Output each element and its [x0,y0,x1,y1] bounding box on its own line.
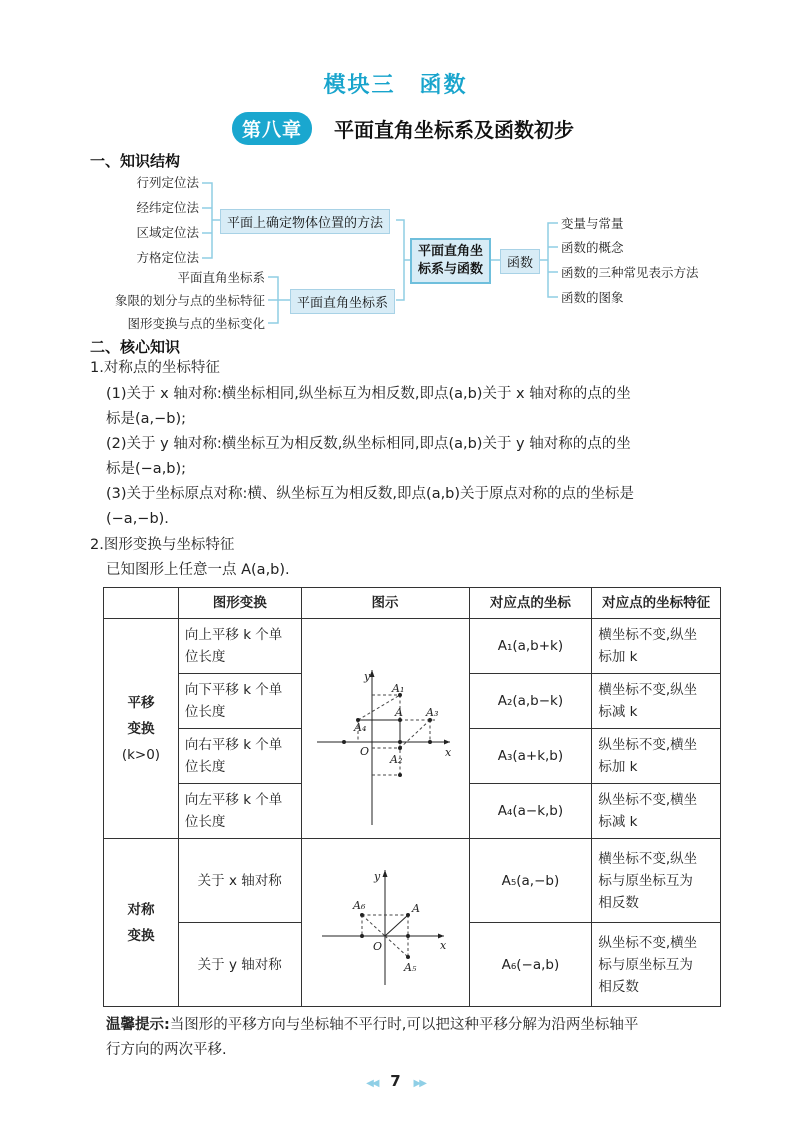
cell-line: 向下平移 k 个单 [184,682,283,698]
cell-line: 标加 k [598,759,638,775]
mindmap-item: 变量与常量 [561,216,624,231]
tip-line1 [106,1013,638,1038]
feature-cell [592,923,721,1007]
group-label-line: (k>0) [121,746,161,763]
label-a4: A₄ [353,720,366,734]
figure-symmetry-cell [301,839,469,1007]
point-a [406,913,410,917]
cell-line: 横坐标不变,纵坐 [598,850,698,867]
text-line: (3)关于坐标原点对称:横、纵坐标互为相反数,即点(a,b)关于原点对称的点的坐标是 [106,486,635,502]
cell-line: 向上平移 k 个单 [184,627,283,643]
mindmap-func-box: 函数 [500,249,540,274]
cell-line: 标与原坐标互为 [598,872,693,889]
table-header: 对应点的坐标特征 [592,588,721,619]
tip-label: 温馨提示: [106,1017,170,1033]
mindmap-box-coordinate-system: 平面直角坐标系 [290,289,395,314]
y-arrow [382,870,387,877]
text-line: 已知图形上任意一点 A(a,b). [106,562,290,578]
cell-line: 标减 k [598,704,638,720]
point-e [428,740,432,744]
group-label-line: 变换 [127,720,155,737]
table-header: 对应点的坐标 [469,588,592,619]
feature-cell [592,619,721,674]
mindmap-item: 图形变换与点的坐标变化 [127,316,265,331]
coord-cell: A₅(a,−b) [469,839,592,923]
point-a6 [360,913,364,917]
label-y: y [373,869,380,883]
cell-line: 向右平移 k 个单 [184,737,283,753]
group-label-line: 对称 [127,901,155,918]
table-header-row [104,588,721,619]
group-label-translation [104,619,179,839]
label-a5: A₅ [403,960,416,974]
cell-line: 位长度 [184,649,226,665]
mindmap-item: 区域定位法 [136,225,199,240]
center-box-line2: 标系与函数 [418,262,484,277]
feature-cell [592,784,721,839]
transform-cell: 关于 x 轴对称 [178,839,301,923]
figure-translation-cell [301,619,469,839]
feature-cell [592,839,721,923]
feature-cell [592,729,721,784]
label-o: O [359,744,369,758]
module-title: 模块三 函数 [323,73,468,98]
text-line: (1)关于 x 轴对称:横坐标相同,纵坐标互为相反数,即点(a,b)关于 x 轴对称的点的坐 [106,386,631,402]
coord-cell: A₂(a,b−k) [469,674,592,729]
label-x: x [444,745,451,759]
label-a6: A₆ [352,898,365,912]
cell-line: 相反数 [598,978,639,995]
table-header: 图示 [301,588,469,619]
coord-cell: A₃(a+k,b) [469,729,592,784]
group-label-line: 平移 [127,694,155,711]
group-label-line: 变换 [127,927,155,944]
label-a1: A₁ [391,681,404,695]
cell-line: 位长度 [184,704,226,720]
symmetry-figure [302,840,468,1006]
mindmap-item: 行列定位法 [136,175,199,190]
cell-line: 纵坐标不变,横坐 [598,737,698,753]
table-row [104,619,721,674]
table-row [104,839,721,923]
coord-cell: A₄(a−k,b) [469,784,592,839]
page-next-icon: ▶▶ [413,1078,425,1089]
x-arrow [438,933,444,938]
x-arrow [444,739,450,744]
text-line: 标是(a,−b); [106,411,187,427]
mindmap-connectors [0,0,791,340]
cell-line: 标与原坐标互为 [598,956,693,973]
coord-cell: A₆(−a,b) [469,923,592,1007]
label-a: A [394,705,403,719]
label-o: O [372,939,382,953]
chapter-title: 平面直角坐标系及函数初步 [334,117,575,142]
transform-cell [178,674,301,729]
cell-line: 纵坐标不变,横坐 [598,792,698,808]
point-c [398,740,402,744]
transform-cell [178,729,301,784]
cell-line: 位长度 [184,759,226,775]
transform-cell: 关于 y 轴对称 [178,923,301,1007]
mindmap-item: 象限的划分与点的坐标特征 [114,293,265,308]
mindmap-center-box [410,238,491,284]
text-line: (2)关于 y 轴对称:横坐标互为相反数,纵坐标相同,即点(a,b)关于 y 轴对称的点的坐 [106,436,631,452]
point-g [406,934,410,938]
label-a2: A₂ [389,752,402,766]
feature-cell [592,674,721,729]
tip-text: 当图形的平移方向与坐标轴不平行时,可以把这种平移分解为沿两坐标轴平 [169,1017,639,1033]
transform-table [103,587,721,1007]
mindmap-box-positioning: 平面上确定物体位置的方法 [220,209,390,234]
mindmap-item: 函数的图象 [561,290,624,305]
cell-line: 向左平移 k 个单 [184,792,283,808]
cell-line: 纵坐标不变,横坐 [598,934,698,951]
cell-line: 相反数 [598,894,639,911]
page-footer [0,1072,791,1090]
center-box-line1: 平面直角坐 [418,244,484,259]
text-line: 标是(−a,b); [106,461,187,477]
group-label-symmetry [104,839,179,1007]
label-x: x [439,938,446,952]
transform-cell [178,619,301,674]
table-header [104,588,179,619]
mindmap-item: 函数的三种常见表示方法 [561,265,699,280]
mindmap-item: 平面直角坐标系 [177,270,265,285]
cell-line: 横坐标不变,纵坐 [598,682,698,698]
cell-line: 横坐标不变,纵坐 [598,627,698,643]
cell-line: 标加 k [598,649,638,665]
label-a: A [411,901,420,915]
text-line: (−a,−b). [106,511,169,527]
mindmap-item: 经纬定位法 [136,200,199,215]
translation-figure [302,620,468,838]
page-number: 7 [390,1072,401,1090]
transform-cell [178,784,301,839]
coord-cell: A₁(a,b+k) [469,619,592,674]
y-arrow [369,670,374,677]
point-heading: 2.图形变换与坐标特征 [90,537,235,553]
point-a5 [406,955,410,959]
section1-heading: 一、知识结构 [90,152,181,170]
chapter-badge: 第八章 [232,112,312,145]
tip-line2: 行方向的两次平移. [106,1042,227,1058]
table-header: 图形变换 [178,588,301,619]
point-d [342,740,346,744]
label-y: y [363,669,370,683]
cell-line: 位长度 [184,814,226,830]
label-a3: A₃ [425,705,438,719]
point-a2 [398,746,402,750]
point-f [360,934,364,938]
point-b [398,773,402,777]
mindmap-item: 函数的概念 [561,240,624,255]
mindmap-item: 方格定位法 [136,250,199,265]
page-prev-icon: ◀◀ [366,1078,378,1089]
cell-line: 标减 k [598,814,638,830]
point-heading: 1.对称点的坐标特征 [90,360,220,376]
section2-heading: 二、核心知识 [90,338,181,356]
